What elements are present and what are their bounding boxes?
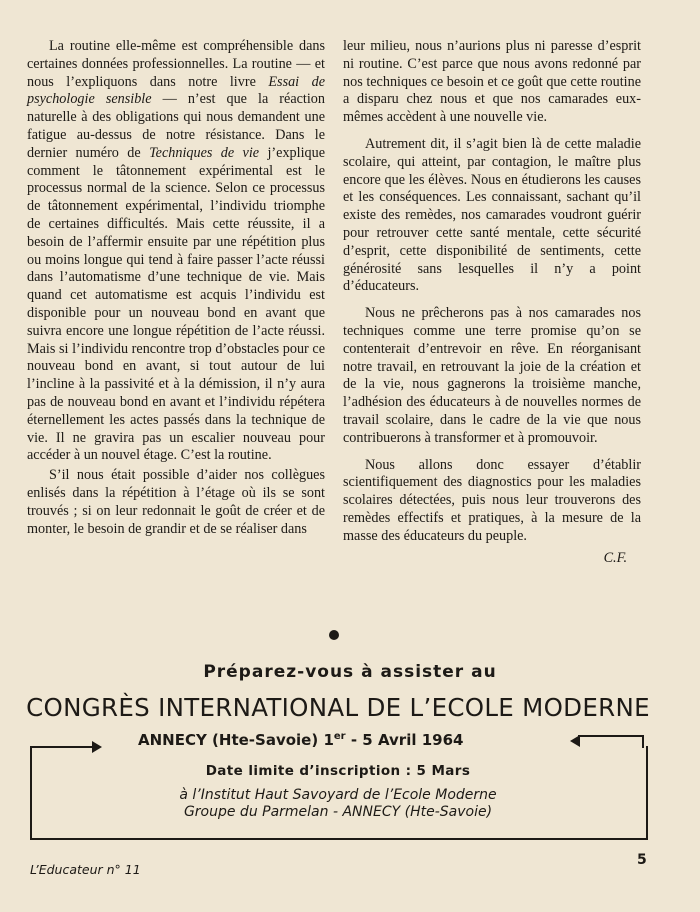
page-number: 5 [637,852,647,868]
journal-title: Techniques de vie [149,144,260,161]
text-run: — n’est que la réaction naturelle à des obligations qui nous demandent une fatigue au-dessus de notre résistance. Dans le dernier numéro de [27,91,325,161]
paragraph [27,38,325,465]
registration-deadline: Date limite d’inscription : 5 Mars [205,763,471,779]
start-day: 1 [323,731,334,749]
congress-title: CONGRÈS INTERNATIONAL DE L’ECOLE MODERNE [26,693,650,722]
right-arrow-line [578,735,644,737]
paragraph: Nous ne prêcherons pas à nos camarades nos techniques comme une terre promise qu’on se contenterait d’entrevoir en rêve. En réorganisant notre travail, en retrouvant la joie de la création et de la vie, nous gagnerons la troisième manche, l’adhésion des éducateurs à de nouvelles normes de travail scolaire, dans le cadre de la vie que nous contribuerons à transformer et à promouvoir. [343,305,641,446]
group-line: Groupe du Parmelan - ANNECY (Hte-Savoie) [183,804,493,820]
congress-dates [138,731,463,749]
dates-rest: - 5 Avril 1964 [350,731,464,749]
announcement-heading: Préparez-vous à assister au [203,662,497,682]
right-column [343,38,641,567]
paragraph: Nous allons donc essayer d’établir scientifiquement des diagnostics pour les maladies scolaires détectées, puis nous leur trouverons des remèdes effectifs et pratiques, à la mesure de la masse des éducateurs du peuple. [343,456,641,544]
text-run: j’explique comment le tâtonnement expérimental est le processus normal de la science. Selon ce processus de tâtonnement expérimental, l’individu triomphe de certaines difficultés. Mais cette réussite, il a besoin de l’affermir ensuite par une répétition plus ou moins longue qui tend à faire passer l’acte réussi dans l’automatisme d’une technique de vie. Mais quand cet automatisme est acquis l’individu est disponible pour un nouveau bond en avant que suivra encore une longue répétition de l’acte réussi. Mais si l’individu rencontre trop d’obstacles pour ce nouveau bond en avant, si tout autour de lui l’incline à la passivité et à la démission, il n’y aura pas de nouveau bond en avant et l’individu répétera éternellement les actes passés dans la technique de vie. Il ne gravira pas un escalier nouveau pour accéder à un nouvel étage. C’est la routine. [27,144,326,464]
paragraph: Autrement dit, il s’agit bien là de cette maladie scolaire, qui atteint, par contagion, le maître plus encore que les élèves. Nous en étudierons les causes et les conséquences. Les connaissant, sachant qu’il existe des remèdes, nos camarades voudront guérir pour retrouver cette santé mentale, cette sécurité d’esprit, cette disponibilité de sentiments, cette générosité sans lesquelles il n’y a point d’éducateurs. [343,135,641,295]
separator-bullet [329,630,339,640]
signature: C.F. [603,549,627,566]
organizer [0,787,676,821]
book-title: Essai de psychologie sensible [27,73,326,108]
text-run: La routine elle-même est compréhensible dans certaines données professionnelles. La routine — et nous l’expliquons dans notre livre [27,38,325,90]
institute-line: à l’Institut Haut Savoyard de l’Ecole Moderne [179,787,497,803]
paragraph: leur milieu, nous n’aurions plus ni paresse d’esprit ni routine. C’est parce que nous avons redonné par nos techniques ce besoin et ce goût que cette routine a disparu chez nous et que nos camarades eux-mêmes accèdent à une nouvelle vie. [343,38,641,126]
paragraph: S’il nous était possible d’aider nos collègues enlisés dans la répétition à l’étage où ils se sont trouvés ; si on leur redonnait le goût de créer et de monter, le besoin de grandir et de se réaliser dans [27,467,325,537]
start-day-suffix: er [333,731,346,742]
left-column [27,38,325,538]
city: ANNECY (Hte-Savoie) [138,731,319,749]
journal-footer: L’Educateur n° 11 [30,862,141,877]
